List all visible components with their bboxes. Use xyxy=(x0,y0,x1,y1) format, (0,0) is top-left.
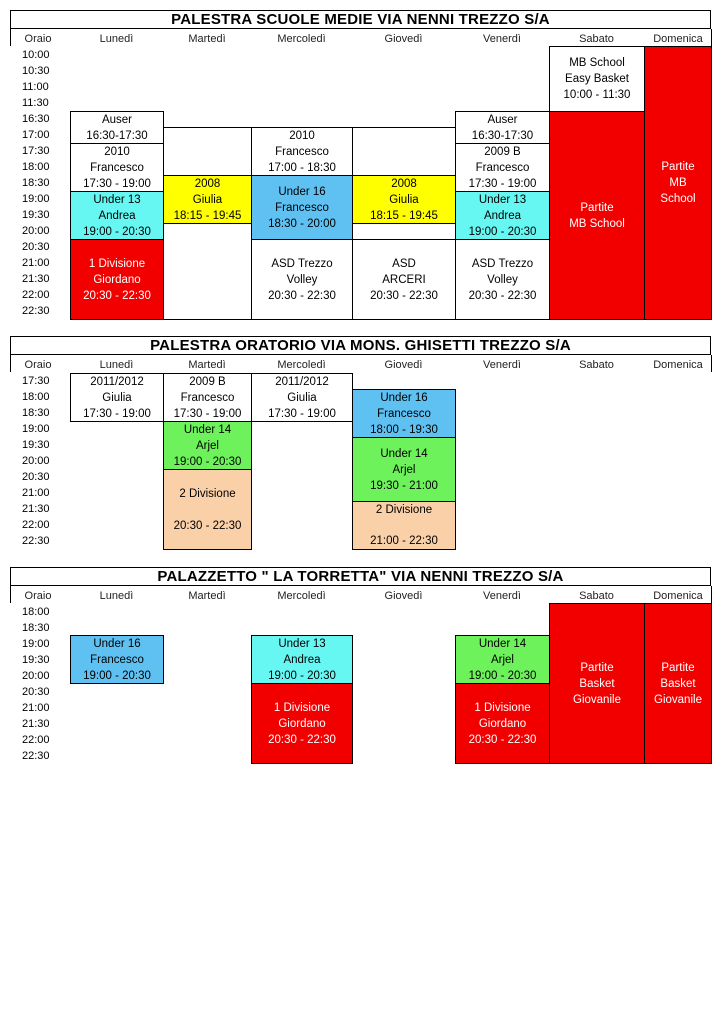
block-line: 19:00 - 20:30 xyxy=(173,455,242,468)
block-line: Partite xyxy=(661,161,695,173)
day-header-sabato: Sabato xyxy=(579,33,614,45)
block-line: Basket xyxy=(660,677,696,690)
block-line: Andrea xyxy=(483,209,522,222)
block-line: Volley xyxy=(487,273,518,286)
block-line: Andrea xyxy=(98,209,136,222)
block-asd-arceri-giovedi xyxy=(352,239,456,320)
block-line: Giovanile xyxy=(573,693,621,706)
block-asd-trezzo-mercoledi xyxy=(251,239,353,320)
time-label: 11:30 xyxy=(22,97,49,109)
block-line: Easy Basket xyxy=(565,73,629,85)
block-line: Giulia xyxy=(192,193,223,206)
block-line: 20:30 - 22:30 xyxy=(268,733,336,746)
day-header-venerdi: Venerdì xyxy=(483,33,521,45)
block-line: ASD xyxy=(392,257,416,270)
block-line: 2010 xyxy=(289,129,315,142)
day-header-sabato: Sabato xyxy=(579,590,614,602)
block-line: 17:30 - 19:00 xyxy=(83,177,151,190)
time-label: 21:00 xyxy=(22,702,50,714)
header-border xyxy=(10,586,11,603)
block-line: 20:30 - 22:30 xyxy=(268,289,336,302)
block-line: Giordano xyxy=(93,273,141,286)
block-line: Under 13 xyxy=(93,193,141,206)
block-line: 2008 xyxy=(391,177,417,190)
day-header-domenica: Domenica xyxy=(653,359,703,371)
time-label: 11:00 xyxy=(22,81,49,93)
time-label: 10:30 xyxy=(22,65,50,77)
block-line: Auser xyxy=(101,113,133,126)
block-domenica-partite-basket xyxy=(644,603,712,764)
block-line: Francesco xyxy=(90,161,144,174)
block-line: 17:00 - 18:30 xyxy=(268,161,336,174)
block-line: ARCERI xyxy=(382,273,426,286)
time-label: 20:00 xyxy=(22,225,50,237)
day-header-martedi: Martedì xyxy=(188,590,226,602)
block-under13-mercoledi xyxy=(251,635,353,684)
day-header-martedi: Martedì xyxy=(188,33,226,45)
block-line: 20:30 - 22:30 xyxy=(370,289,438,302)
block-line: Giulia xyxy=(102,391,132,404)
block-under16-giovedi xyxy=(352,389,456,438)
time-label: 18:00 xyxy=(22,161,50,173)
block-line: 2011/2012 xyxy=(275,375,329,388)
orario-header: Oraio xyxy=(24,33,52,45)
block-line: 19:00 - 20:30 xyxy=(83,669,151,682)
block-line: 17:30 - 19:00 xyxy=(83,407,151,420)
block-line: Under 16 xyxy=(93,637,141,650)
block-line: Francesco xyxy=(275,145,329,158)
block-line: 20:30 - 22:30 xyxy=(468,733,537,746)
block-line: Volley xyxy=(286,273,318,286)
block-line: 19:30 - 21:00 xyxy=(370,479,438,492)
day-header-martedi: Martedì xyxy=(188,359,226,371)
block-line: 2009 B xyxy=(484,145,521,158)
block-line: Andrea xyxy=(283,653,321,666)
day-header-mercoledi: Mercoledì xyxy=(277,359,326,371)
block-under13-lunedi xyxy=(70,191,164,240)
block-line: Arjel xyxy=(490,653,514,666)
block-domenica-partite xyxy=(644,46,712,320)
block-line: MB School xyxy=(569,57,625,69)
block-2011-2012-mercoledi xyxy=(251,373,353,422)
time-label: 21:00 xyxy=(22,257,50,269)
block-2008-giovedi xyxy=(352,175,456,224)
block-2divisione-martedi xyxy=(163,469,252,550)
block-2009b-venerdi xyxy=(455,143,550,192)
block-mb-school xyxy=(549,46,645,112)
time-label: 18:00 xyxy=(22,391,50,403)
block-line: ASD Trezzo xyxy=(471,257,534,270)
block-line: 2008 xyxy=(194,177,221,190)
time-label: 21:30 xyxy=(22,718,50,730)
block-line: MB xyxy=(669,177,687,189)
time-label: 20:00 xyxy=(22,670,50,682)
block-under16-lunedi xyxy=(70,635,164,684)
block-under14-venerdi xyxy=(455,635,550,684)
block-line: 1 Divisione xyxy=(273,701,331,714)
block-1divisione-lunedi xyxy=(70,239,164,320)
block-2010-lunedi xyxy=(70,143,164,192)
block-line: Auser xyxy=(487,113,518,126)
section-title: PALESTRA ORATORIO VIA MONS. GHISETTI TREZZO S/A xyxy=(10,336,711,355)
day-header-lunedi: Lunedì xyxy=(99,33,134,45)
block-line: 17:30 - 19:00 xyxy=(173,407,242,420)
block-line: Under 14 xyxy=(478,637,527,650)
block-line: 17:30 - 19:00 xyxy=(468,177,537,190)
block-line: 19:00 - 20:30 xyxy=(83,225,151,238)
time-label: 19:30 xyxy=(22,209,50,221)
time-label: 17:30 xyxy=(22,145,50,157)
time-label: 16:30 xyxy=(22,113,50,125)
time-label: 19:00 xyxy=(22,193,50,205)
block-line: 10:00 - 11:30 xyxy=(563,89,631,101)
block-line: 2010 xyxy=(104,145,130,158)
time-label: 19:00 xyxy=(22,638,50,650)
block-auser-venerdi xyxy=(455,111,550,144)
block-line: Giovanile xyxy=(654,693,702,706)
block-sabato-partite xyxy=(549,111,645,320)
block-line: 1 Divisione xyxy=(474,701,531,714)
day-header-domenica: Domenica xyxy=(653,590,703,602)
block-line: 19:00 - 20:30 xyxy=(468,225,537,238)
time-label: 10:00 xyxy=(22,49,50,61)
time-label: 18:30 xyxy=(22,407,50,419)
block-asd-trezzo-venerdi xyxy=(455,239,550,320)
block-line: 19:00 - 20:30 xyxy=(468,669,537,682)
orario-header: Oraio xyxy=(24,359,52,371)
block-2009b-martedi xyxy=(163,373,252,422)
block-line: Francesco xyxy=(275,201,329,214)
block-line: 20:30 - 22:30 xyxy=(173,519,242,532)
block-line: Under 13 xyxy=(478,193,527,206)
time-label: 22:30 xyxy=(22,750,50,762)
block-line: 18:00 - 19:30 xyxy=(370,423,438,436)
section-title: PALAZZETTO " LA TORRETTA" VIA NENNI TREZZO S/A xyxy=(10,567,711,586)
time-label: 20:30 xyxy=(22,241,50,253)
block-line: Partite xyxy=(661,661,695,674)
block-line: 2009 B xyxy=(189,375,226,388)
day-header-lunedi: Lunedì xyxy=(99,359,134,371)
header-border xyxy=(10,355,11,372)
block-line: 20:30 - 22:30 xyxy=(83,289,151,302)
block-line: 18:15 - 19:45 xyxy=(173,209,242,222)
time-label: 22:00 xyxy=(22,734,50,746)
block-under14-giovedi xyxy=(352,437,456,502)
block-line: Giulia xyxy=(287,391,317,404)
block-line: 2011/2012 xyxy=(90,375,144,388)
day-header-mercoledi: Mercoledì xyxy=(277,33,326,45)
block-line: Francesco xyxy=(90,653,144,666)
block-line: 1 Divisione xyxy=(88,257,146,270)
day-header-domenica: Domenica xyxy=(653,33,703,45)
block-line: Partite xyxy=(580,661,614,674)
block-sabato-partite-basket xyxy=(549,603,645,764)
time-label: 19:30 xyxy=(22,654,50,666)
block-2008-martedi xyxy=(163,175,252,224)
block-2010-mercoledi xyxy=(251,127,353,176)
time-label: 20:00 xyxy=(22,455,50,467)
block-line: Arjel xyxy=(392,463,416,476)
day-header-giovedi: Giovedì xyxy=(384,33,423,45)
block-line: Under 16 xyxy=(380,391,428,404)
block-line: Under 14 xyxy=(380,447,428,460)
block-under13-venerdi xyxy=(455,191,550,240)
day-header-venerdi: Venerdì xyxy=(483,359,521,371)
time-label: 17:00 xyxy=(22,129,50,141)
time-label: 22:30 xyxy=(22,305,50,317)
time-label: 19:30 xyxy=(22,439,50,451)
block-line: Giordano xyxy=(478,717,527,730)
block-under14-martedi xyxy=(163,421,252,470)
block-1divisione-venerdi xyxy=(455,683,550,764)
header-border xyxy=(711,355,712,372)
time-label: 20:30 xyxy=(22,686,50,698)
block-line: Francesco xyxy=(475,161,530,174)
day-header-giovedi: Giovedì xyxy=(384,359,423,371)
time-label: 21:30 xyxy=(22,273,50,285)
time-label: 22:00 xyxy=(22,519,50,531)
block-line: Francesco xyxy=(377,407,431,420)
block-2divisione-giovedi xyxy=(352,501,456,550)
block-under16-mercoledi xyxy=(251,175,353,240)
block-line: Giulia xyxy=(389,193,419,206)
time-label: 18:00 xyxy=(22,606,50,618)
block-line: Under 16 xyxy=(278,185,326,198)
block-line: Francesco xyxy=(180,391,235,404)
block-line: 20:30 - 22:30 xyxy=(468,289,537,302)
day-header-giovedi: Giovedì xyxy=(384,590,423,602)
time-label: 18:30 xyxy=(22,177,50,189)
day-header-lunedi: Lunedì xyxy=(99,590,134,602)
block-line: 16:30-17:30 xyxy=(471,129,534,142)
block-1divisione-mercoledi xyxy=(251,683,353,764)
block-line: 18:30 - 20:00 xyxy=(268,217,336,230)
block-line: Arjel xyxy=(195,439,219,452)
day-header-mercoledi: Mercoledì xyxy=(277,590,326,602)
block-line: School xyxy=(660,193,696,205)
header-border xyxy=(711,586,712,603)
time-label: 19:00 xyxy=(22,423,50,435)
time-label: 18:30 xyxy=(22,622,50,634)
block-line: Partite xyxy=(580,201,614,214)
time-label: 21:00 xyxy=(22,487,50,499)
time-label: 21:30 xyxy=(22,503,50,515)
block-line: 17:30 - 19:00 xyxy=(268,407,336,420)
block-auser-lunedi xyxy=(70,111,164,144)
block-line: Under 13 xyxy=(278,637,326,650)
block-line: 18:15 - 19:45 xyxy=(370,209,438,222)
header-border xyxy=(711,29,712,46)
time-label: 22:00 xyxy=(22,289,50,301)
orario-header: Oraio xyxy=(24,590,52,602)
time-label: 22:30 xyxy=(22,535,50,547)
header-border xyxy=(10,29,11,46)
block-line: Under 14 xyxy=(183,423,232,436)
day-header-venerdi: Venerdì xyxy=(483,590,521,602)
block-line: ASD Trezzo xyxy=(271,257,333,270)
time-label: 20:30 xyxy=(22,471,50,483)
section-title: PALESTRA SCUOLE MEDIE VIA NENNI TREZZO S/A xyxy=(10,10,711,29)
block-2011-2012-lunedi xyxy=(70,373,164,422)
block-line: 16:30-17:30 xyxy=(86,129,148,142)
day-header-sabato: Sabato xyxy=(579,359,614,371)
block-line: 2 Divisione xyxy=(375,504,433,516)
block-line: 21:00 - 22:30 xyxy=(370,535,438,547)
block-line: Giordano xyxy=(278,717,326,730)
block-line: 19:00 - 20:30 xyxy=(268,669,336,682)
block-line: 2 Divisione xyxy=(179,487,236,500)
time-label: 17:30 xyxy=(22,375,50,387)
block-line: MB School xyxy=(569,217,625,230)
block-line: Basket xyxy=(579,677,615,690)
